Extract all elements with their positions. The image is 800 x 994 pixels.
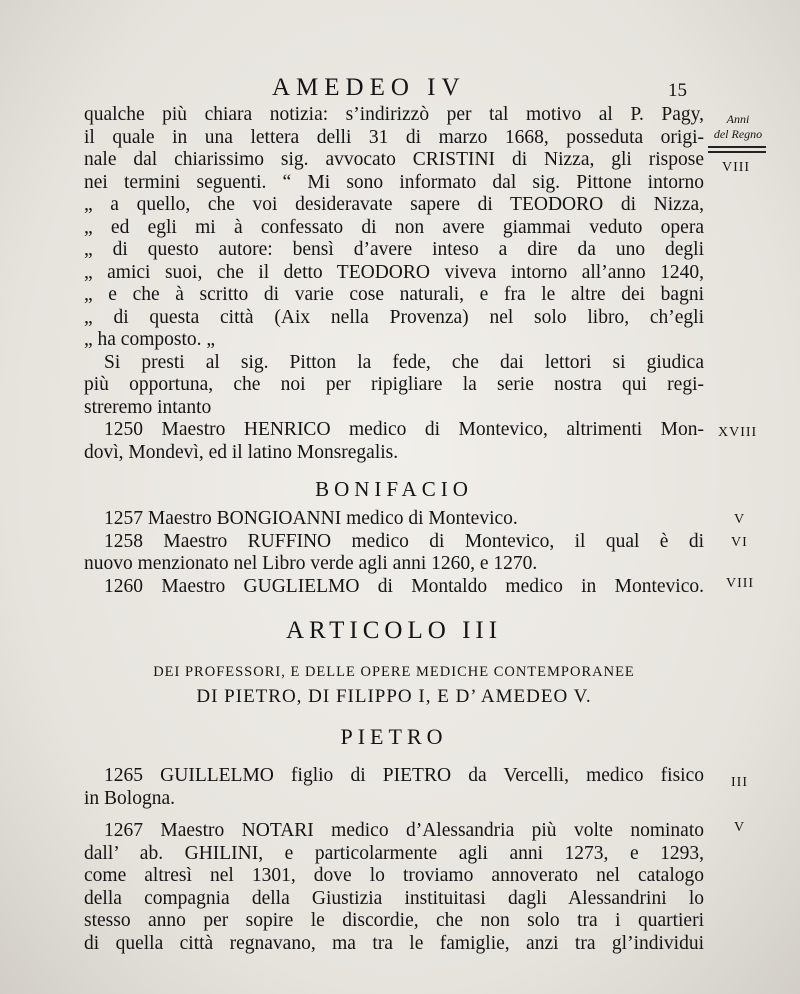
reign-number: VIII: [726, 576, 755, 591]
entry-line: 1250 Maestro HENRICO medico di Montevico, altrimenti Mon-: [104, 419, 704, 440]
text-line: qualche più chiara notizia: s’indirizzò per tal motivo al P. Pagy,: [84, 104, 704, 125]
margin-heading-line1: Anni: [726, 112, 750, 126]
quote-line: „ di questo autore: bensì d’avere inteso a dire da uno degli: [84, 239, 704, 260]
reign-number: VI: [731, 535, 748, 550]
entry-line: dall’ ab. GHILINI, e particolarmente agli anni 1273, e 1293,: [84, 842, 704, 864]
text-line: streremo intanto: [84, 396, 212, 418]
quote-line: „ e che à scritto di varie cose naturali, e fra le altre dei bagni: [84, 284, 704, 305]
entry-line: dovì, Mondevì, ed il latino Monsregalis.: [84, 441, 399, 463]
entry-henrico: [84, 419, 704, 464]
margin-heading: [706, 112, 770, 142]
quote-line: „ di questa città (Aix nella Provenza) nel solo libro, ch’egli: [84, 306, 704, 328]
margin-heading-line2: del Regno: [713, 127, 763, 141]
article-subtitle: DEI PROFESSORI, E DELLE OPERE MEDICHE CONTEMPORANEE: [153, 664, 635, 680]
entry-line: nuovo menzionato nel Libro verde agli anni 1260, e 1270.: [84, 553, 538, 574]
reign-number: V: [734, 820, 746, 835]
paragraph-2: [84, 352, 704, 420]
text-line: più opportuna, che noi per ripigliare la serie nostra qui regi-: [84, 374, 704, 395]
quotation: [84, 194, 704, 352]
entry-line: della compagnia della Giustizia instituitasi dagli Alessandrini lo: [84, 887, 704, 909]
quote-line: „ amici suoi, che il detto TEODORO viveva intorno all’anno 1240,: [84, 261, 704, 283]
reign-number: VIII: [722, 160, 751, 175]
entry-line: 1257 Maestro BONGIOANNI medico di Montevico.: [104, 508, 518, 529]
page-number: 15: [668, 80, 687, 101]
entry-line: in Bologna.: [84, 787, 175, 809]
article-subtitle: DI PIETRO, DI FILIPPO I, E D’ AMEDEO V.: [196, 686, 592, 707]
bonifacio-entries: [84, 508, 704, 598]
entry-line: di quella città regnavano, ma tra le famiglie, anzi tra gl’individui: [84, 932, 704, 954]
main-text: [84, 104, 704, 955]
entry-line: 1260 Maestro GUGLIELMO di Montaldo medico in Montevico.: [104, 575, 704, 597]
entry-line: 1265 GUILLELMO figlio di PIETRO da Vercelli, medico fisico: [104, 765, 704, 786]
quote-line: „ a quello, che voi desideravate sapere di TEODORO di Nizza,: [84, 194, 704, 215]
text-line: nale dal chiarissimo sig. avvocato CRISTINI di Nizza, gli rispose: [84, 149, 704, 170]
margin-rule-bottom: [708, 151, 766, 153]
entry-line: stesso anno per sopire le discordie, che non solo tra i quartieri: [84, 910, 704, 931]
section-heading-bonifacio: BONIFACIO: [315, 477, 473, 501]
reign-number: III: [731, 775, 748, 790]
running-title: AMEDEO IV: [272, 74, 466, 101]
entry-line: 1267 Maestro NOTARI medico d’Alessandria più volte nominato: [104, 820, 704, 841]
pietro-entries: [84, 765, 704, 955]
quote-line: „ ed egli mi à confessato di non avere giammai veduto opera: [84, 216, 704, 238]
paragraph-1: [84, 104, 704, 194]
entry-line: 1258 Maestro RUFFINO medico di Montevico, il qual è di: [104, 530, 704, 552]
entry-line: come altresì nel 1301, dove lo troviamo annoverato nel catalogo: [84, 865, 704, 886]
text-line: Si presti al sig. Pitton la fede, che dai lettori si giudica: [104, 351, 704, 373]
text-line: nei termini seguenti. “ Mi sono informato dal sig. Pittone intorno: [84, 171, 704, 193]
section-heading-pietro: PIETRO: [340, 724, 448, 749]
quote-line: „ ha composto. „: [84, 329, 216, 350]
article-title: ARTICOLO III: [285, 617, 503, 644]
margin-rule-top: [708, 146, 766, 148]
text-line: il quale in una lettera delli 31 di marzo 1668, posseduta origi-: [84, 126, 704, 148]
reign-number: V: [734, 512, 746, 527]
reign-number: XVIII: [718, 425, 758, 440]
